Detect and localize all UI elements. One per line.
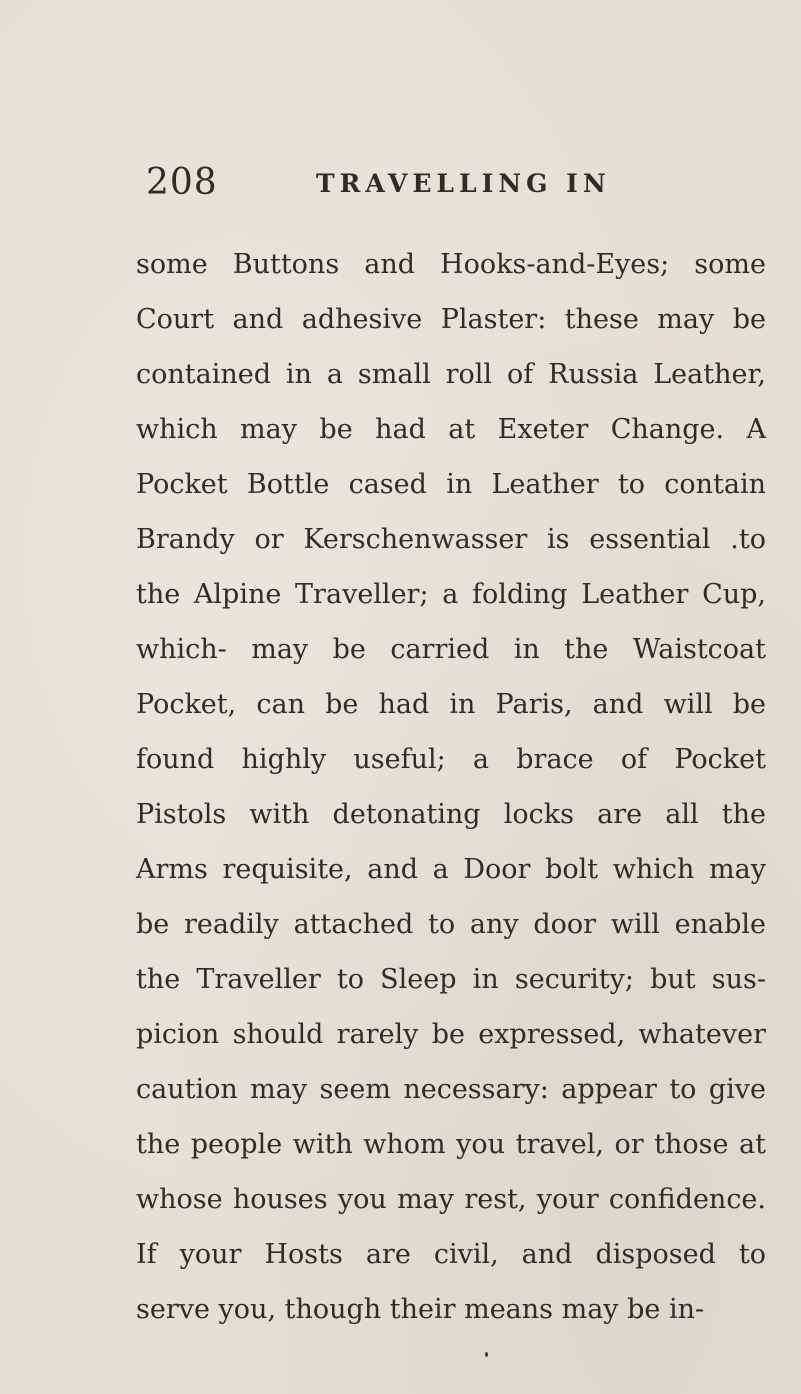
text-line: serve you, though their means may be in-	[136, 1294, 705, 1325]
text-line: whose houses you may rest, your confidence.	[136, 1184, 766, 1215]
text-line: Brandy or Kerschenwasser is essential .to	[136, 524, 766, 555]
text-line: Pocket Bottle cased in Leather to contain	[136, 469, 766, 500]
text-line: Pistols with detonating locks are all the	[136, 799, 766, 830]
body-text	[136, 237, 766, 1337]
page-number: 208	[146, 162, 218, 203]
text-line: picion should rarely be expressed, whatever	[136, 1019, 766, 1050]
text-line: Arms requisite, and a Door bolt which may	[136, 854, 766, 885]
text-line: which- may be carried in the Waistcoat	[136, 634, 766, 665]
text-line: be readily attached to any door will enable	[136, 909, 766, 940]
text-line: the Traveller to Sleep in security; but sus-	[136, 964, 766, 995]
text-line: which may be had at Exeter Change. A	[136, 414, 766, 445]
text-line: some Buttons and Hooks-and-Eyes; some	[136, 249, 766, 280]
page-header	[146, 163, 766, 213]
text-line: contained in a small roll of Russia Leather,	[136, 359, 766, 390]
text-line: caution may seem necessary: appear to give	[136, 1074, 766, 1105]
text-line: Pocket, can be had in Paris, and will be	[136, 689, 766, 720]
ink-speck	[485, 1352, 488, 1357]
text-line: the people with whom you travel, or those at	[136, 1129, 766, 1160]
running-head: TRAVELLING IN	[316, 169, 611, 198]
text-line: the Alpine Traveller; a folding Leather Cup,	[136, 579, 766, 610]
text-line: Court and adhesive Plaster: these may be	[136, 304, 766, 335]
text-line: If your Hosts are civil, and disposed to	[136, 1239, 766, 1270]
text-line: found highly useful; a brace of Pocket	[136, 744, 766, 775]
